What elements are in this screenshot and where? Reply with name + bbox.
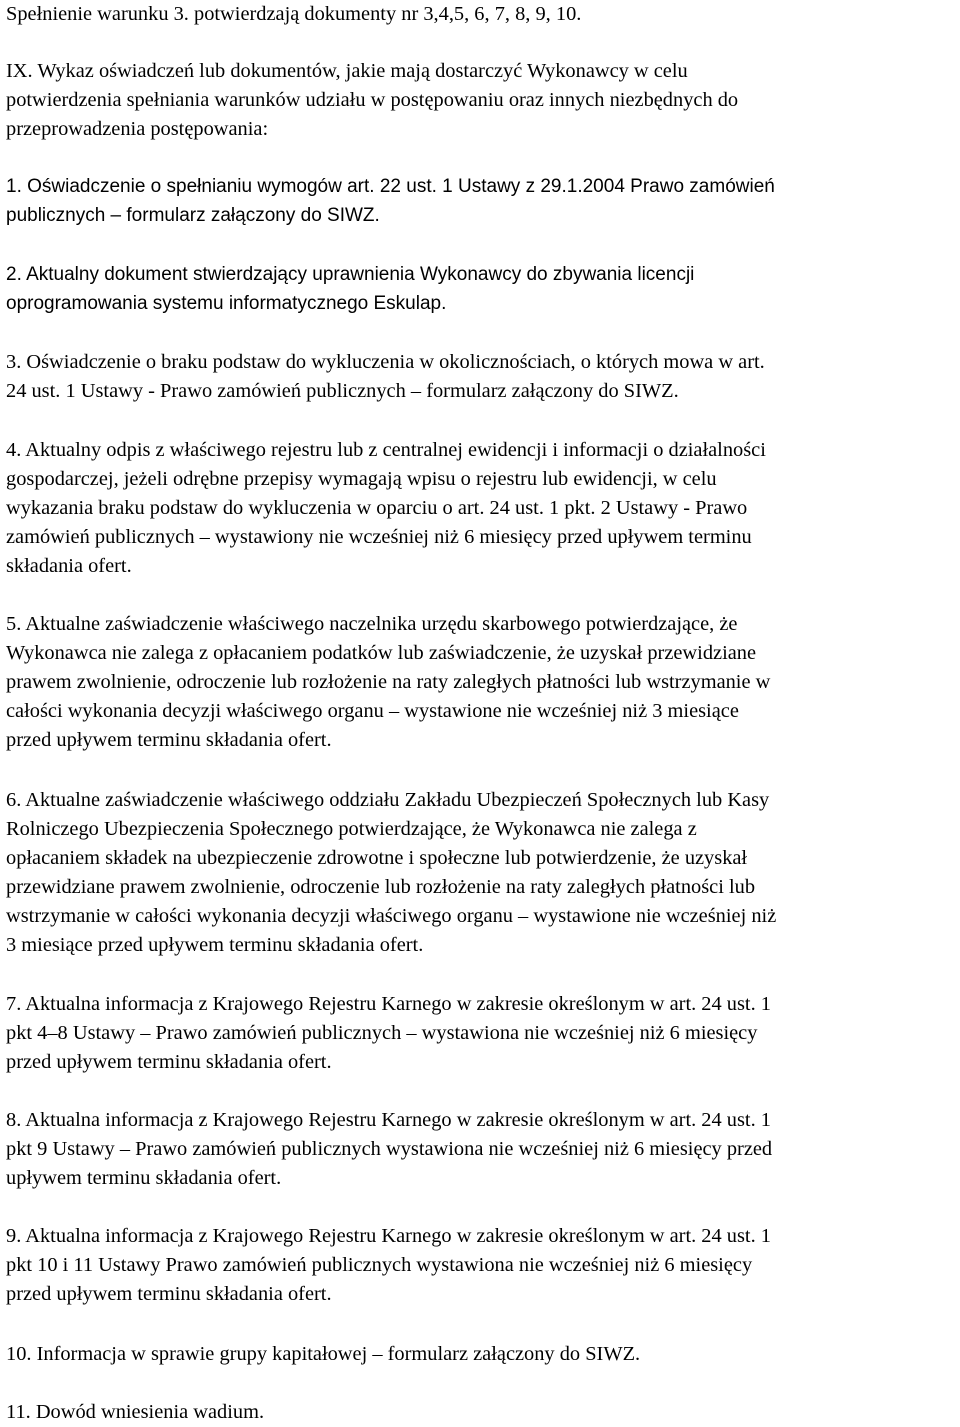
list-item-9: [6, 1222, 771, 1309]
section-ix-heading: [6, 57, 738, 144]
list-item-6: [6, 786, 776, 960]
text-line: całości wykonania decyzji właściwego organu – wystawione nie wcześniej niż 3 miesiące: [6, 700, 739, 722]
list-item-4: [6, 436, 766, 581]
text-line: 2. Aktualny dokument stwierdzający uprawnienia Wykonawcy do zbywania licencji: [6, 264, 695, 285]
text-line: 8. Aktualna informacja z Krajowego Rejestru Karnego w zakresie określonym w art. 24 ust. 1: [6, 1109, 771, 1131]
text-line: przeprowadzenia postępowania:: [6, 118, 269, 140]
text-line: pkt 4–8 Ustawy – Prawo zamówień publicznych – wystawiona nie wcześniej niż 6 miesięcy: [6, 1022, 758, 1044]
intro-paragraph: [6, 0, 581, 29]
text-line: pkt 9 Ustawy – Prawo zamówień publicznych wystawiona nie wcześniej niż 6 miesięcy przed: [6, 1138, 773, 1160]
text-line: publicznych – formularz załączony do SIWZ.: [6, 205, 380, 226]
text-line: pkt 10 i 11 Ustawy Prawo zamówień publicznych wystawiona nie wcześniej niż 6 miesięcy: [6, 1254, 753, 1276]
text-line: Spełnienie warunku 3. potwierdzają dokumenty nr 3,4,5, 6, 7, 8, 9, 10.: [6, 3, 582, 25]
text-line: 4. Aktualny odpis z właściwego rejestru lub z centralnej ewidencji i informacji o działalności: [6, 439, 766, 461]
list-item-3: [6, 348, 765, 406]
text-line: 9. Aktualna informacja z Krajowego Rejestru Karnego w zakresie określonym w art. 24 ust. 1: [6, 1225, 771, 1247]
text-line: 24 ust. 1 Ustawy - Prawo zamówień publicznych – formularz załączony do SIWZ.: [6, 380, 679, 402]
text-line: IX. Wykaz oświadczeń lub dokumentów, jakie mają dostarczyć Wykonawcy w celu: [6, 60, 688, 82]
text-line: przed upływem terminu składania ofert.: [6, 1283, 332, 1305]
list-item-11: [6, 1398, 264, 1427]
text-line: zamówień publicznych – wystawiony nie wcześniej niż 6 miesięcy przed upływem terminu: [6, 526, 752, 548]
list-item-1: [6, 172, 775, 230]
text-line: upływem terminu składania ofert.: [6, 1167, 282, 1189]
text-line: 6. Aktualne zaświadczenie właściwego oddziału Zakładu Ubezpieczeń Społecznych lub Kasy: [6, 789, 770, 811]
text-line: opłacaniem składek na ubezpieczenie zdrowotne i społeczne lub potwierdzenie, że uzyskał: [6, 847, 748, 869]
list-item-10: [6, 1340, 640, 1369]
text-line: 5. Aktualne zaświadczenie właściwego naczelnika urzędu skarbowego potwierdzające, że: [6, 613, 738, 635]
text-line: wstrzymanie w całości wykonania decyzji właściwego organu – wystawione nie wcześniej niż: [6, 905, 777, 927]
text-line: 11. Dowód wniesienia wadium.: [6, 1401, 265, 1423]
text-line: 3. Oświadczenie o braku podstaw do wykluczenia w okolicznościach, o których mowa w art.: [6, 351, 765, 373]
text-line: gospodarczej, jeżeli odrębne przepisy wymagają wpisu o rejestru lub ewidencji, w celu: [6, 468, 717, 490]
list-item-2: [6, 260, 694, 318]
text-line: 1. Oświadczenie o spełnianiu wymogów art. 22 ust. 1 Ustawy z 29.1.2004 Prawo zamówień: [6, 176, 775, 197]
text-line: prawem zwolnienie, odroczenie lub rozłożenie na raty zaległych płatności lub wstrzymanie w: [6, 671, 771, 693]
text-line: przed upływem terminu składania ofert.: [6, 729, 332, 751]
list-item-7: [6, 990, 771, 1077]
text-line: przed upływem terminu składania ofert.: [6, 1051, 332, 1073]
list-item-8: [6, 1106, 772, 1193]
text-line: 3 miesiące przed upływem terminu składania ofert.: [6, 934, 424, 956]
text-line: wykazania braku podstaw do wykluczenia w oparciu o art. 24 ust. 1 pkt. 2 Ustawy - Prawo: [6, 497, 748, 519]
text-line: potwierdzenia spełniania warunków udziału w postępowaniu oraz innych niezbędnych do: [6, 89, 739, 111]
text-line: przewidziane prawem zwolnienie, odroczenie lub rozłożenie na raty zaległych płatności lub: [6, 876, 756, 898]
text-line: oprogramowania systemu informatycznego Eskulap.: [6, 293, 447, 314]
text-line: składania ofert.: [6, 555, 132, 577]
text-line: Rolniczego Ubezpieczenia Społecznego potwierdzające, że Wykonawca nie zalega z: [6, 818, 697, 840]
text-line: 7. Aktualna informacja z Krajowego Rejestru Karnego w zakresie określonym w art. 24 ust. 1: [6, 993, 771, 1015]
text-line: 10. Informacja w sprawie grupy kapitałowej – formularz załączony do SIWZ.: [6, 1343, 641, 1365]
list-item-5: [6, 610, 770, 755]
text-line: Wykonawca nie zalega z opłacaniem podatków lub zaświadczenie, że uzyskał przewidziane: [6, 642, 757, 664]
